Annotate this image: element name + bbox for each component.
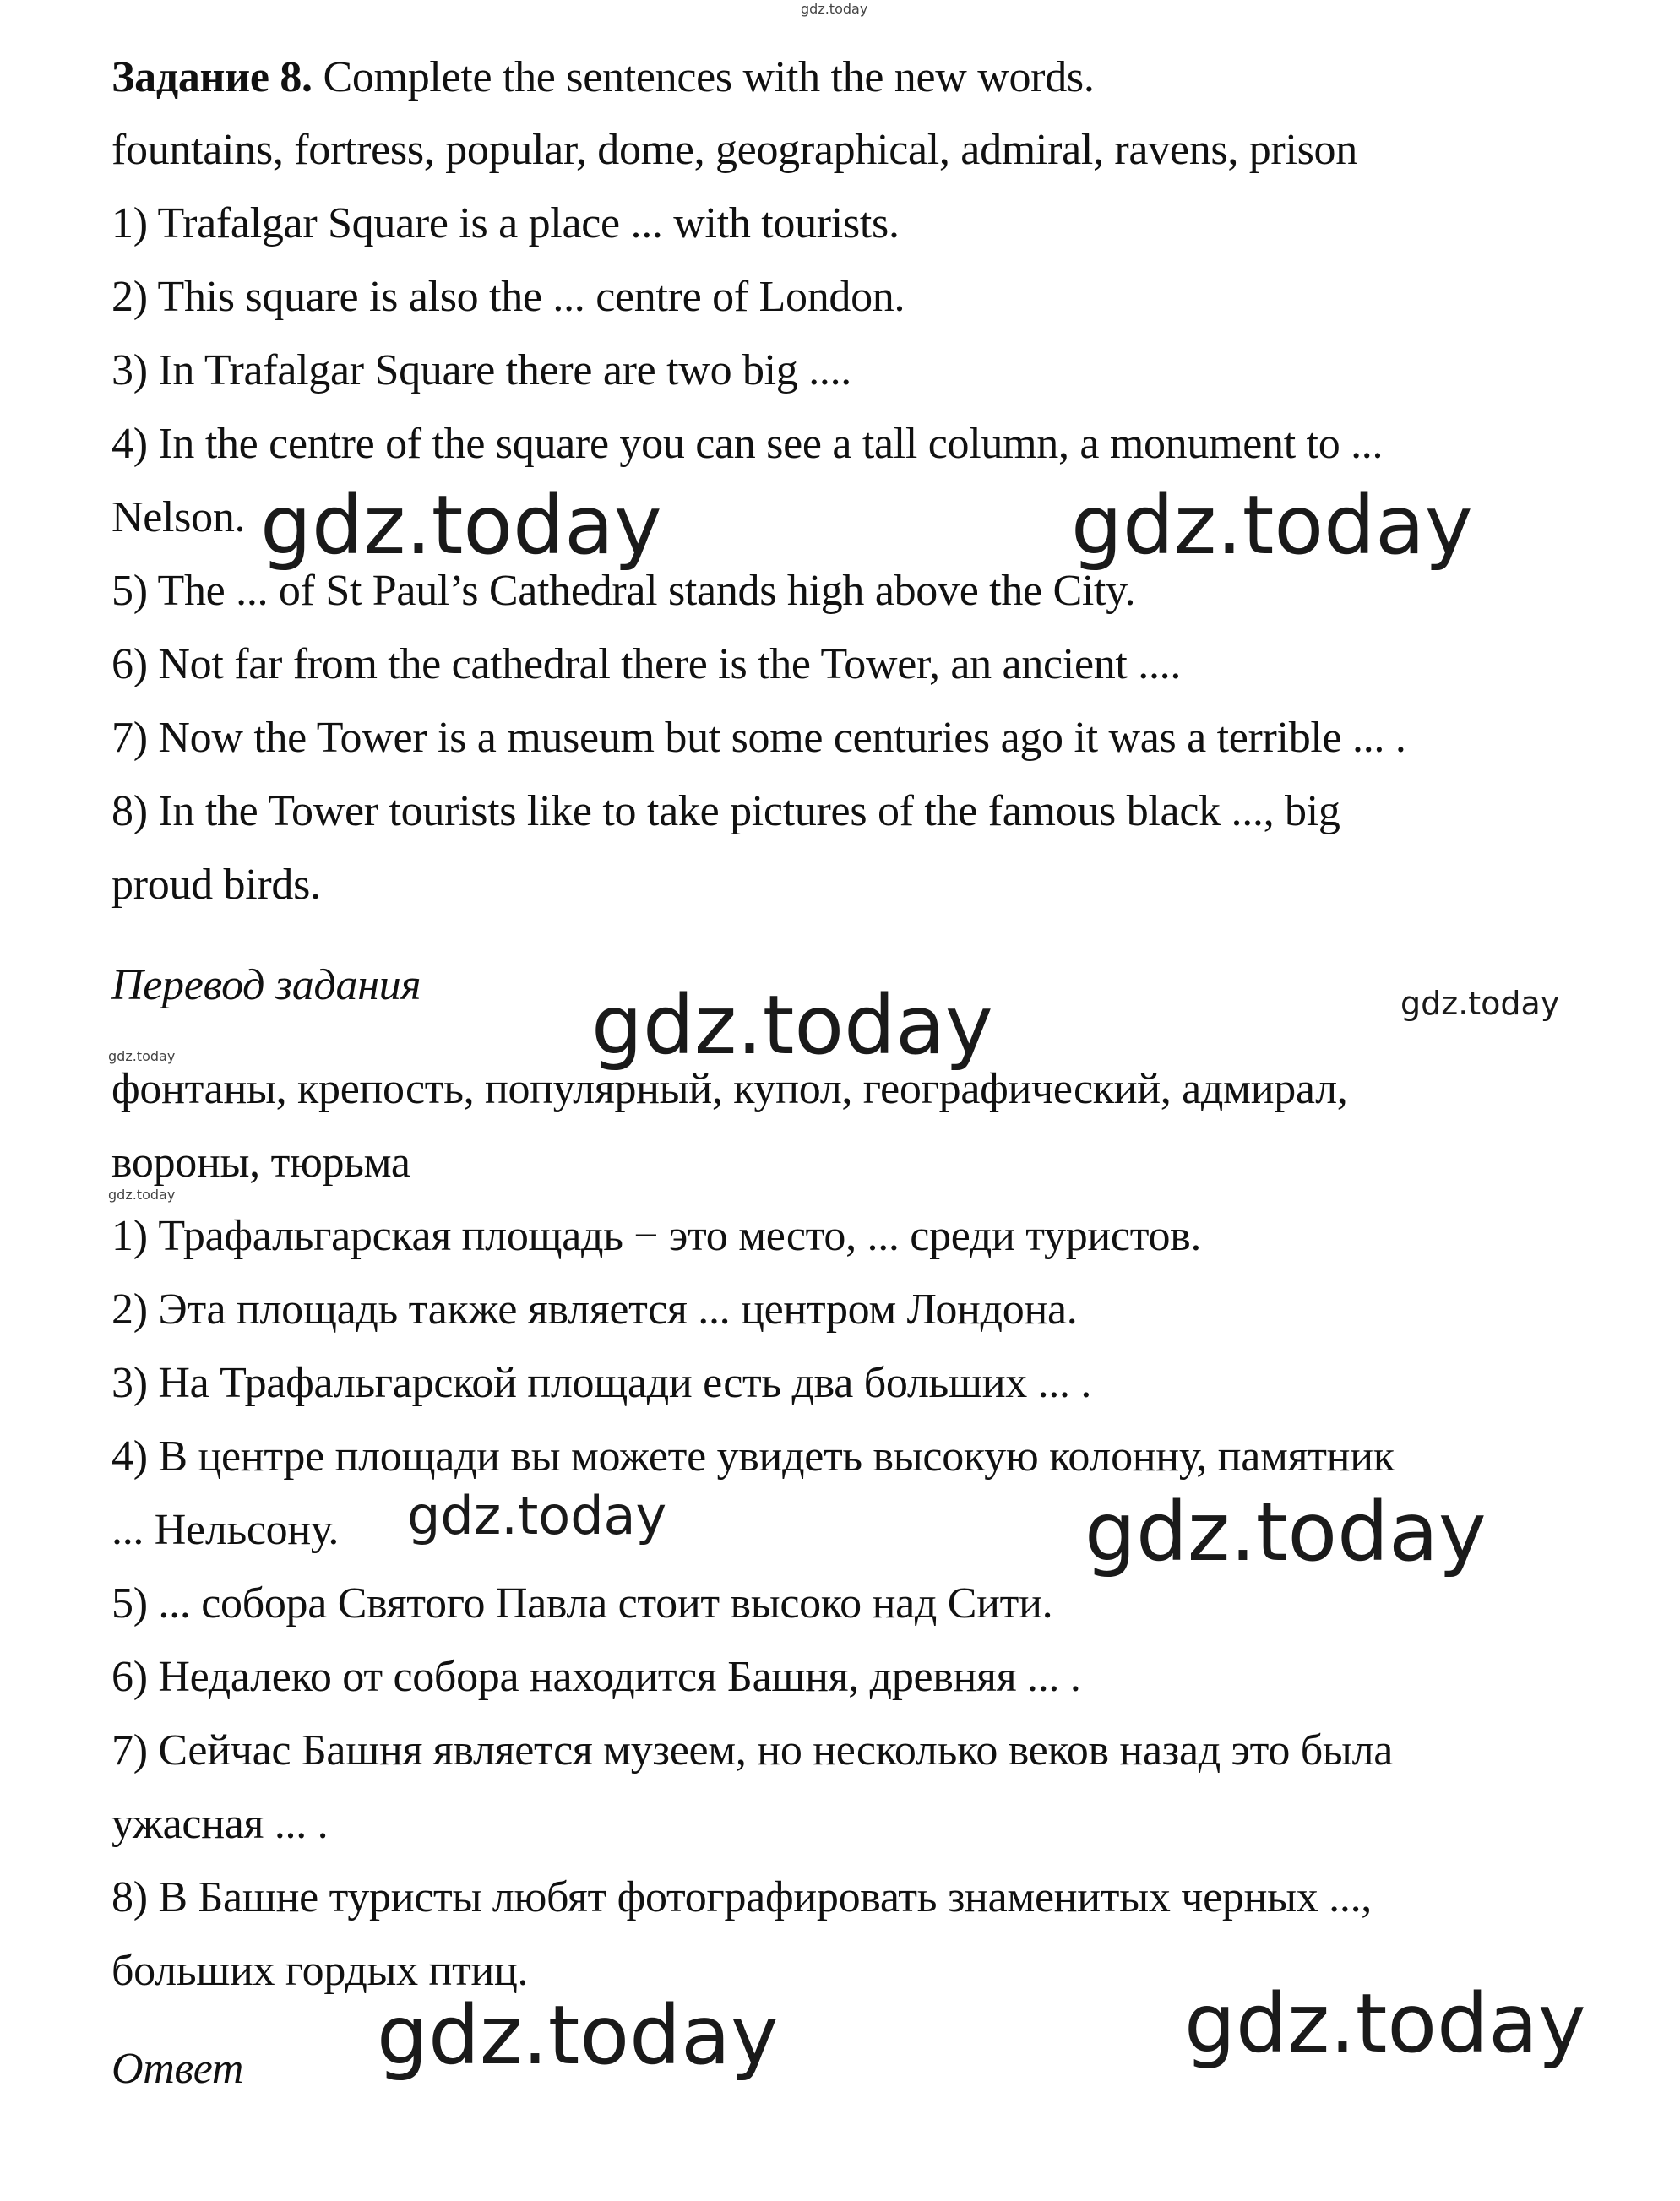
sentence-4-cont: Nelson. bbox=[111, 493, 246, 541]
answer-heading: Ответ bbox=[111, 2045, 244, 2093]
watermark: gdz.today bbox=[1400, 985, 1560, 1022]
translation-sentence-4: 4) В центре площади вы можете увидеть высокую колонну, памятник bbox=[111, 1432, 1395, 1481]
translation-sentence-6: 6) Недалеко от собора находится Башня, древняя ... . bbox=[111, 1653, 1081, 1701]
watermark: gdz.today bbox=[260, 478, 662, 573]
watermark-top: gdz.today bbox=[801, 1, 868, 17]
translation-sentence-4-cont: ... Нельсону. bbox=[111, 1506, 340, 1554]
translation-sentence-7-cont: ужасная ... . bbox=[111, 1800, 329, 1848]
translation-sentence-2: 2) Эта площадь также является ... центром Лондона. bbox=[111, 1285, 1078, 1334]
sentence-3: 3) In Trafalgar Square there are two big .... bbox=[111, 346, 852, 394]
watermark: gdz.today bbox=[1085, 1485, 1487, 1579]
sentence-5: 5) The ... of St Paul’s Cathedral stands high above the City. bbox=[111, 567, 1136, 615]
watermark-small: gdz.today bbox=[108, 1048, 176, 1064]
translation-sentence-5: 5) ... собора Святого Павла стоит высоко над Сити. bbox=[111, 1579, 1053, 1628]
sentence-1: 1) Trafalgar Square is a place ... with tourists. bbox=[111, 199, 900, 247]
word-bank: fountains, fortress, popular, dome, geographical, admiral, ravens, prison bbox=[111, 126, 1357, 174]
task-header bbox=[111, 52, 1095, 103]
sentence-7: 7) Now the Tower is a museum but some centuries ago it was a terrible ... . bbox=[111, 714, 1406, 762]
translation-sentence-8: 8) В Башне туристы любят фотографировать знаменитых черных ..., bbox=[111, 1873, 1372, 1921]
watermark: gdz.today bbox=[1184, 1976, 1586, 2071]
task-title: Задание 8. bbox=[111, 53, 313, 101]
sentence-2: 2) This square is also the ... centre of London. bbox=[111, 273, 905, 321]
sentence-8-cont: proud birds. bbox=[111, 861, 321, 909]
watermark-small: gdz.today bbox=[108, 1187, 176, 1203]
translation-sentence-1: 1) Трафальгарская площадь − это место, ... среди туристов. bbox=[111, 1212, 1202, 1260]
watermark: gdz.today bbox=[377, 1988, 779, 2083]
translation-sentence-3: 3) На Трафальгарской площади есть два больших ... . bbox=[111, 1359, 1092, 1407]
watermark: gdz.today bbox=[407, 1485, 667, 1546]
watermark: gdz.today bbox=[591, 978, 993, 1073]
watermark: gdz.today bbox=[1071, 478, 1473, 573]
translation-word-bank-1: фонтаны, крепость, популярный, купол, географический, адмирал, bbox=[111, 1065, 1348, 1113]
sentence-8: 8) In the Tower tourists like to take pictures of the famous black ..., big bbox=[111, 787, 1340, 835]
sentence-6: 6) Not far from the cathedral there is the Tower, an ancient .... bbox=[111, 640, 1182, 688]
translation-heading: Перевод задания bbox=[111, 961, 421, 1009]
translation-sentence-7: 7) Сейчас Башня является музеем, но несколько веков назад это была bbox=[111, 1726, 1393, 1774]
sentence-4: 4) In the centre of the square you can see a tall column, a monument to ... bbox=[111, 420, 1384, 468]
task-instruction: Complete the sentences with the new words. bbox=[323, 53, 1095, 101]
translation-sentence-8-cont: больших гордых птиц. bbox=[111, 1947, 529, 1995]
translation-word-bank-2: вороны, тюрьма bbox=[111, 1139, 410, 1187]
